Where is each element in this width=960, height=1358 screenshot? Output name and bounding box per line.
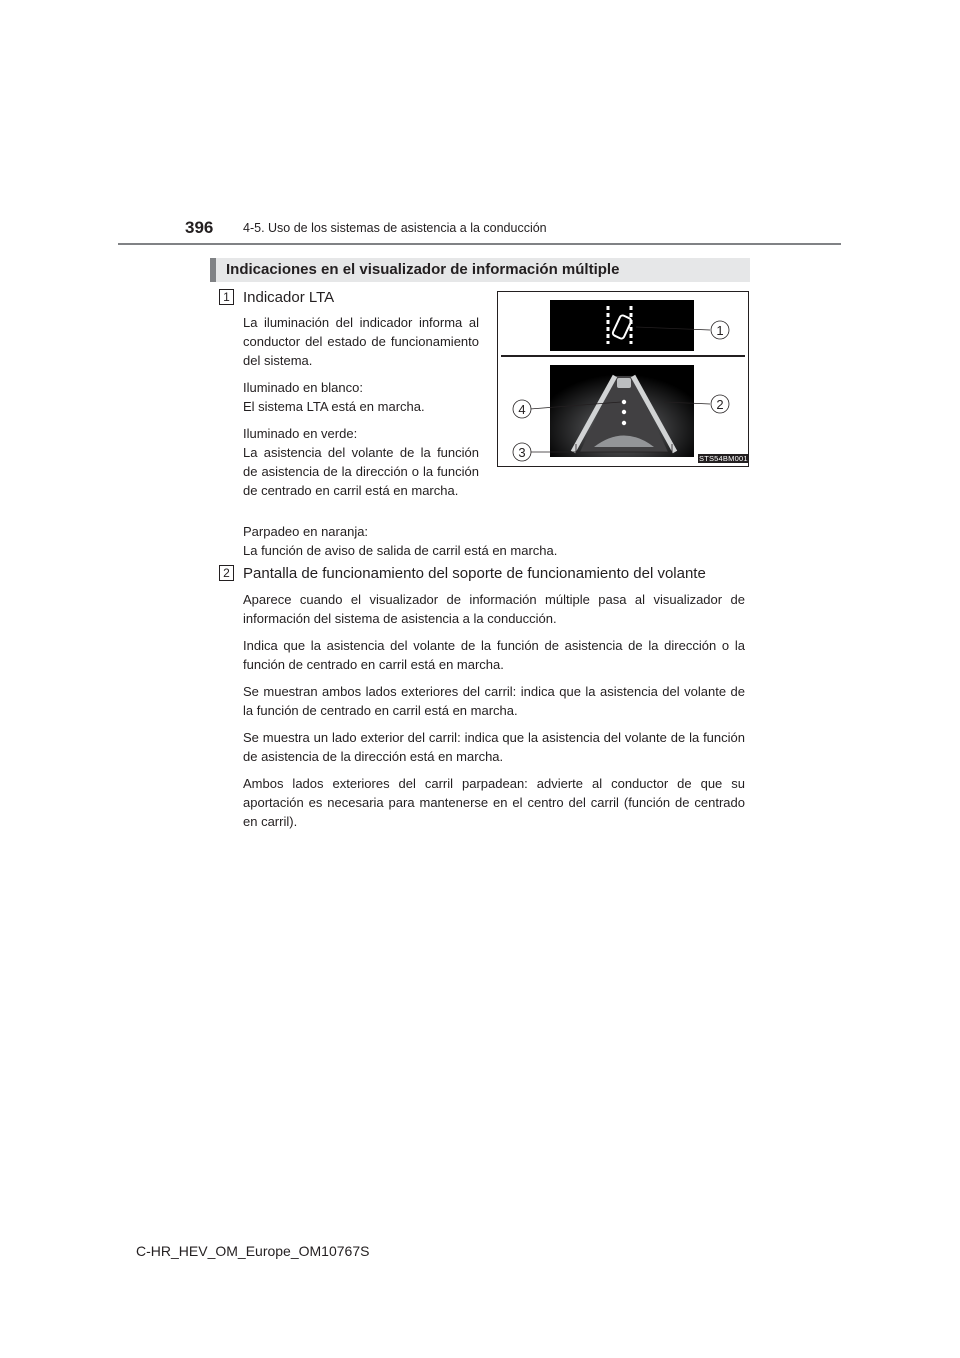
paragraph: La función de aviso de salida de carril está en marcha. bbox=[243, 543, 558, 558]
chapter-title: 4-5. Uso de los sistemas de asistencia a la conducción bbox=[243, 221, 547, 235]
paragraph: Ambos lados exteriores del carril parpadean: advierte al conductor de que su aportación es necesaria para mantenerse en el centro del carril (función de centrado en carril). bbox=[243, 776, 745, 829]
paragraph: Iluminado en blanco: bbox=[243, 380, 363, 395]
section-title: Indicaciones en el visualizador de información múltiple bbox=[226, 261, 620, 278]
lta-display-figure bbox=[497, 291, 749, 467]
paragraph: Se muestran ambos lados exteriores del carril: indica que la asistencia del volante de la función de centrado en carril está en marcha. bbox=[243, 684, 745, 718]
footer-doc-id: C-HR_HEV_OM_Europe_OM10767S bbox=[136, 1243, 370, 1259]
item-2-body bbox=[243, 590, 745, 831]
page-number: 396 bbox=[185, 218, 214, 237]
paragraph: Se muestra un lado exterior del carril: indica que la asistencia del volante de la función de asistencia de la dirección está en marcha. bbox=[243, 730, 745, 764]
item-number-1: 1 bbox=[219, 289, 234, 305]
vehicle-ahead-icon bbox=[617, 378, 631, 388]
display-illustration bbox=[498, 292, 748, 466]
item-1-body bbox=[243, 313, 479, 500]
callout-3: 3 bbox=[518, 445, 526, 460]
figure-code: STS54BM001 bbox=[699, 454, 748, 463]
item-title-1: Indicador LTA bbox=[243, 289, 335, 306]
paragraph: Iluminado en verde: bbox=[243, 426, 358, 441]
item-number-2: 2 bbox=[219, 565, 234, 581]
callout-1: 1 bbox=[716, 323, 724, 338]
header-divider bbox=[118, 243, 841, 245]
callout-2: 2 bbox=[716, 397, 724, 412]
callout-4: 4 bbox=[518, 402, 526, 417]
paragraph: La iluminación del indicador informa al conductor del estado de funcionamiento del sistema. bbox=[243, 315, 479, 368]
paragraph: La asistencia del volante de la función de asistencia de la dirección o la función de centrado en carril está en marcha. bbox=[243, 445, 479, 498]
paragraph: Indica que la asistencia del volante de la función de asistencia de la dirección o la función de centrado en carril está en marcha. bbox=[243, 638, 745, 672]
item-title-2: Pantalla de funcionamiento del soporte de funcionamiento del volante bbox=[243, 565, 706, 582]
paragraph: Aparece cuando el visualizador de información múltiple pasa al visualizador de información del sistema de asistencia a la conducción. bbox=[243, 592, 745, 626]
item-1-body-cont bbox=[243, 522, 748, 560]
lta-indicator-screen bbox=[550, 300, 694, 351]
paragraph: El sistema LTA está en marcha. bbox=[243, 399, 425, 414]
paragraph: Parpadeo en naranja: bbox=[243, 524, 369, 539]
